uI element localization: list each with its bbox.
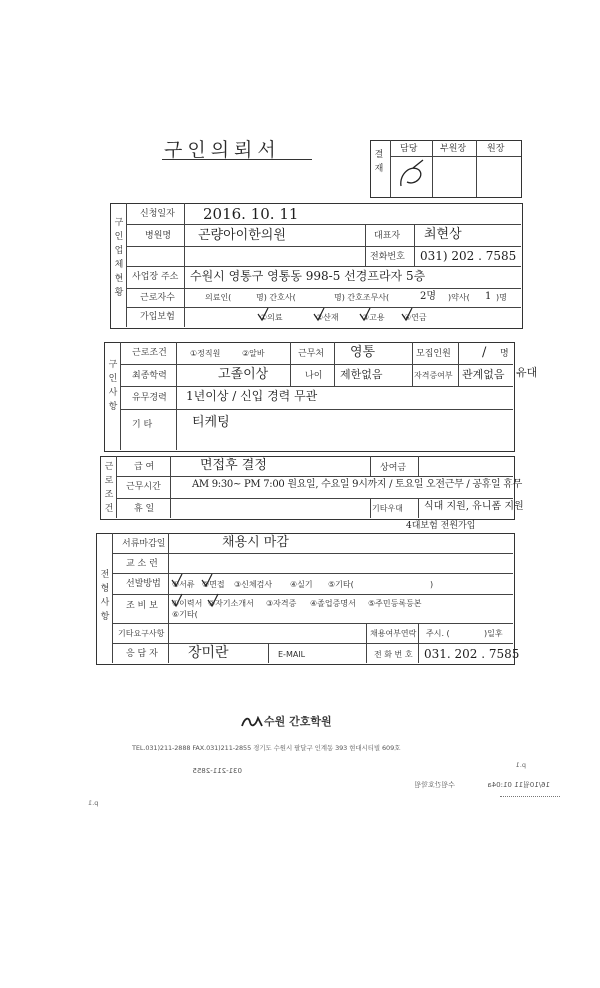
applied-date-value: 2016. 10. 11 xyxy=(203,205,299,223)
docs-opt-4: ④졸업증명서 xyxy=(310,599,356,608)
hire-end: )일후 xyxy=(484,629,503,638)
docs-opt-3: ③자격증 xyxy=(266,599,297,608)
insurance-label: 가입보험 xyxy=(140,312,175,322)
edu-label: 최종학력 xyxy=(132,371,167,381)
tel-label: 전 화 번 호 xyxy=(374,650,413,659)
benefit-label: 기타우대 xyxy=(372,504,403,513)
license-label: 자격증여부 xyxy=(414,371,453,380)
insurance-opt-2: ②산재 xyxy=(316,313,339,322)
phone-label: 전화번호 xyxy=(370,252,405,262)
bonus-label: 상여금 xyxy=(380,463,407,473)
fax-sender: 수원간호학원 xyxy=(414,781,455,789)
staff-aide-count: 2명 xyxy=(420,291,437,302)
method-opt-4: ④실기 xyxy=(290,580,313,589)
docs-extra: ⑥기타( xyxy=(172,610,198,619)
insurance-checkmarks xyxy=(256,306,456,326)
academy-logo-text: 수원 간호학원 xyxy=(264,715,332,728)
approval-col-bujang: 부원장 xyxy=(440,144,467,154)
license-value: 관계없음 xyxy=(462,368,505,381)
docs-opt-5: ⑤주민등록등본 xyxy=(368,599,422,608)
deadline-label: 서류마감일 xyxy=(122,539,166,549)
footer-info: TEL.031)211-2888 FAX.031)211-2855 경기도 수원시 팔달구 인계동 393 현대시티빌 609호 xyxy=(132,744,401,752)
method-opt-3: ③신체검사 xyxy=(234,580,273,589)
type-label: 근로조건 xyxy=(132,348,167,358)
benefit-value: 식대 지원, 유니폼 지원 xyxy=(424,501,524,512)
contact-value: 장미란 xyxy=(188,645,229,661)
contact-label: 응 담 자 xyxy=(126,649,158,659)
selection-checkmarks xyxy=(170,574,250,610)
approval-col-wonjang: 원장 xyxy=(487,144,505,154)
business-name-value: 곤량아이한의원 xyxy=(198,228,286,243)
insurance-opt-4: ④연금 xyxy=(404,313,427,322)
address-value: 수원시 영통구 영통동 998-5 선경프라자 5층 xyxy=(190,269,426,283)
fax-header-mark xyxy=(500,796,560,797)
address-label: 사업장 주소 xyxy=(132,272,179,282)
method-opt-1: ①서류 xyxy=(172,580,195,589)
email-label: E-MAIL xyxy=(278,650,306,659)
hours-label: 근무시간 xyxy=(126,482,161,492)
insurance-opt-3: ③고용 xyxy=(362,313,385,322)
place-label: 교 소 런 xyxy=(126,559,158,569)
staff-doctor-label: 의료인( xyxy=(205,293,232,302)
deadline-value: 채용시 마감 xyxy=(222,535,289,550)
staff-label: 근로자수 xyxy=(140,293,175,303)
signature-stamp xyxy=(393,156,431,196)
method-end: ) xyxy=(430,580,434,589)
method-opt-2: ②면접 xyxy=(202,580,225,589)
title-underline xyxy=(162,159,312,160)
staff-aide-label: 명) 간호조무사( xyxy=(334,293,390,302)
hire-label: 채용여부연락 xyxy=(370,629,417,638)
phone-value: 031) 202 . 7585 xyxy=(420,249,517,263)
form-title: 구인의뢰서 xyxy=(164,139,281,161)
insurance-extra: 4대보험 전원가입 xyxy=(406,521,476,531)
age-value: 제한없음 xyxy=(340,368,383,381)
count-value: / xyxy=(482,345,487,360)
work-side-label: 근로조건 xyxy=(104,462,114,514)
method-opt-5: ⑤기타( xyxy=(328,580,354,589)
applied-date-label: 신청일자 xyxy=(140,209,175,219)
ceo-value: 최현상 xyxy=(424,227,462,242)
other-label: 기타요구사항 xyxy=(118,629,165,638)
dept-label: 근무처 xyxy=(298,349,325,359)
dept-value: 영통 xyxy=(350,345,376,360)
count-unit: 명 xyxy=(500,349,509,359)
salary-value: 면접후 결정 xyxy=(200,458,267,473)
docs-opt-1: ①이력서 xyxy=(172,599,203,608)
age-label: 나이 xyxy=(305,371,323,381)
career-label: 유무경력 xyxy=(132,393,167,403)
fax-page-number-2: p.1 xyxy=(88,799,99,807)
etc-label: 기 타 xyxy=(132,420,153,430)
salary-label: 급 여 xyxy=(134,462,155,472)
staff-end: )명 xyxy=(496,293,507,302)
approval-side-label: 결재 xyxy=(374,150,384,174)
company-side-label: 구인업체현황 xyxy=(114,218,124,298)
staff-other-count: 1 xyxy=(485,291,492,302)
edu-value: 고졸이상 xyxy=(218,367,269,382)
fax-number: 031-211-2855 xyxy=(192,767,242,775)
business-name-label: 병원명 xyxy=(145,231,172,241)
docs-opt-2: ②자기소개서 xyxy=(208,599,254,608)
type-opt-parttime: ②알바 xyxy=(242,349,265,358)
count-label: 모집인원 xyxy=(416,349,451,359)
fax-date-time: 16/10월11 01:04a xyxy=(487,781,550,789)
etc-value: 티케팅 xyxy=(192,415,230,430)
license-extra: 유대 xyxy=(516,366,538,379)
method-label: 선발방법 xyxy=(126,579,161,589)
hire-value: 주시. ( xyxy=(426,629,450,638)
insurance-opt-1: ①의료 xyxy=(260,313,283,322)
type-opt-regular: ①정직원 xyxy=(190,349,221,358)
academy-logo-icon xyxy=(241,716,263,728)
staff-nurse-label: 명) 간호사( xyxy=(256,293,296,302)
hours-value: AM 9:30~ PM 7:00 원요일, 수요일 9시까지 / 토요일 오전근무 / 공휴일 휴무 xyxy=(192,479,523,490)
fax-page-number: p.1 xyxy=(515,761,526,769)
tel-value: 031. 202 . 7585 xyxy=(424,647,520,661)
approval-col-damdang: 담당 xyxy=(400,144,418,154)
selection-side-label: 전형사항 xyxy=(100,570,110,622)
docs-label: 조 비 보 xyxy=(126,601,158,611)
leave-label: 휴 일 xyxy=(134,504,155,514)
ceo-label: 대표자 xyxy=(374,231,401,241)
career-value: 1년이상 / 신입 경력 무관 xyxy=(186,389,318,403)
recruit-side-label: 구인사항 xyxy=(108,360,118,412)
staff-other-label: )약사( xyxy=(448,293,470,302)
